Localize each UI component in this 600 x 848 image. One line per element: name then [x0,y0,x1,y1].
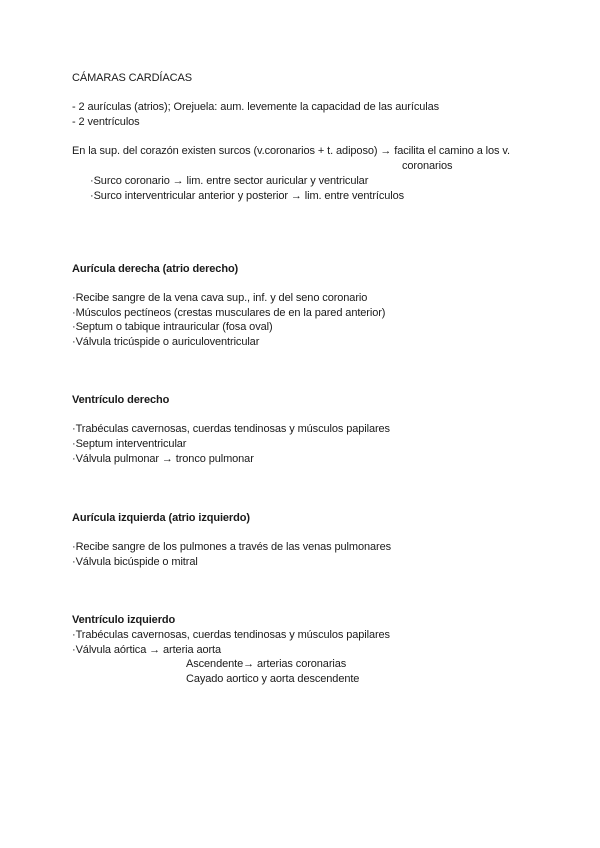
list-item: ·Válvula aórtica → arteria aorta [72,644,222,656]
intro-line-ventriculos: - 2 ventrículos [72,116,140,128]
list-item: ·Septum interventricular [72,438,187,450]
heading-auricula-derecha: Aurícula derecha (atrio derecho) [72,263,239,275]
list-item: ·Válvula tricúspide o auriculoventricular [72,336,260,348]
surcos-paragraph-continuation: coronarios [402,160,453,172]
document-title: CÁMARAS CARDÍACAS [72,72,192,84]
sub-item-ascendente: Ascendente→ arterias coronarias [186,658,347,670]
list-item: ·Válvula pulmonar → tronco pulmonar [72,453,254,465]
list-item: ·Recibe sangre de la vena cava sup., inf. y del seno coronario [72,292,368,304]
sub-item-cayado: Cayado aortico y aorta descendente [186,673,360,685]
list-item: ·Trabéculas cavernosas, cuerdas tendinosas y músculos papilares [72,423,390,435]
intro-line-auriculas: - 2 aurículas (atrios); Orejuela: aum. levemente la capacidad de las aurículas [72,101,439,113]
list-item: ·Válvula bicúspide o mitral [72,556,198,568]
list-item: ·Recibe sangre de los pulmones a través de las venas pulmonares [72,541,391,553]
list-item-surco-interventricular: ·Surco interventricular anterior y posterior → lim. entre ventrículos [90,190,405,202]
surcos-paragraph: En la sup. del corazón existen surcos (v.coronarios + t. adiposo) → facilita el camino a los v. [72,145,510,157]
heading-ventriculo-izquierdo: Ventrículo izquierdo [72,614,176,626]
heading-auricula-izquierda: Aurícula izquierda (atrio izquierdo) [72,512,250,524]
list-item: ·Músculos pectíneos (crestas musculares de en la pared anterior) [72,307,386,319]
list-item: ·Septum o tabique intrauricular (fosa oval) [72,321,273,333]
list-item-surco-coronario: ·Surco coronario → lim. entre sector auricular y ventricular [90,175,369,187]
list-item: ·Trabéculas cavernosas, cuerdas tendinosas y músculos papilares [72,629,390,641]
heading-ventriculo-derecho: Ventrículo derecho [72,394,170,406]
